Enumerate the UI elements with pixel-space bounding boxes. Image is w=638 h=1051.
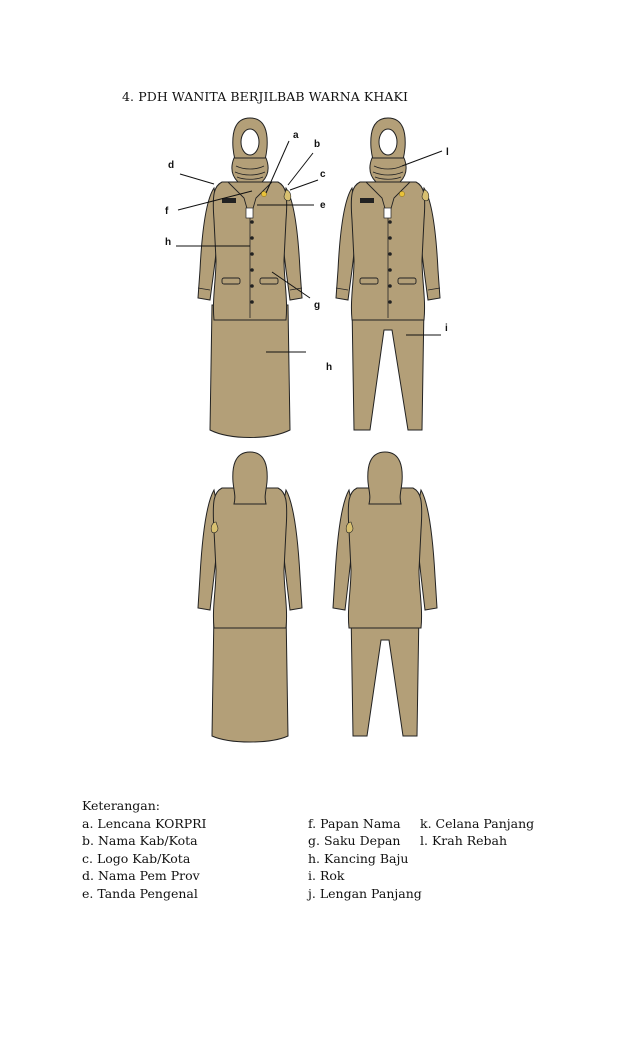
front-view-skirt bbox=[198, 118, 302, 438]
label-g: g bbox=[314, 300, 321, 311]
label-b: b bbox=[314, 139, 321, 150]
legend-item: j. Lengan Panjang bbox=[308, 885, 422, 901]
legend-item: b. Nama Kab/Kota bbox=[82, 833, 198, 848]
back-view-trousers bbox=[333, 452, 437, 736]
legend-item: a. Lencana KORPRI bbox=[82, 815, 207, 831]
legend-column-3 bbox=[420, 815, 534, 850]
label-i: i bbox=[445, 323, 448, 334]
label-c: c bbox=[320, 169, 326, 180]
label-a: a bbox=[293, 130, 299, 141]
legend-item: h. Kancing Baju bbox=[308, 850, 409, 866]
legend-item: l. Krah Rebah bbox=[420, 833, 508, 848]
label-h-skirt: h bbox=[326, 362, 333, 373]
label-h: h bbox=[165, 237, 172, 248]
legend-column-1 bbox=[82, 815, 207, 903]
legend-item: g. Saku Depan bbox=[308, 833, 401, 848]
legend-item: e. Tanda Pengenal bbox=[82, 885, 198, 901]
legend-column-2 bbox=[308, 815, 422, 903]
legend-title: Keterangan: bbox=[82, 798, 161, 813]
label-d: d bbox=[168, 160, 175, 171]
label-l: l bbox=[446, 147, 449, 158]
label-f: f bbox=[165, 206, 169, 217]
label-e: e bbox=[320, 200, 326, 211]
legend-item: i. Rok bbox=[308, 868, 345, 883]
legend-item: c. Logo Kab/Kota bbox=[82, 850, 191, 866]
back-view-skirt bbox=[198, 452, 302, 742]
legend-item: k. Celana Panjang bbox=[420, 815, 535, 831]
page-heading: 4. PDH WANITA BERJILBAB WARNA KHAKI bbox=[122, 89, 408, 104]
legend-item: d. Nama Pem Prov bbox=[82, 868, 200, 883]
front-view-trousers bbox=[336, 118, 440, 430]
legend-item: f. Papan Nama bbox=[308, 815, 401, 831]
